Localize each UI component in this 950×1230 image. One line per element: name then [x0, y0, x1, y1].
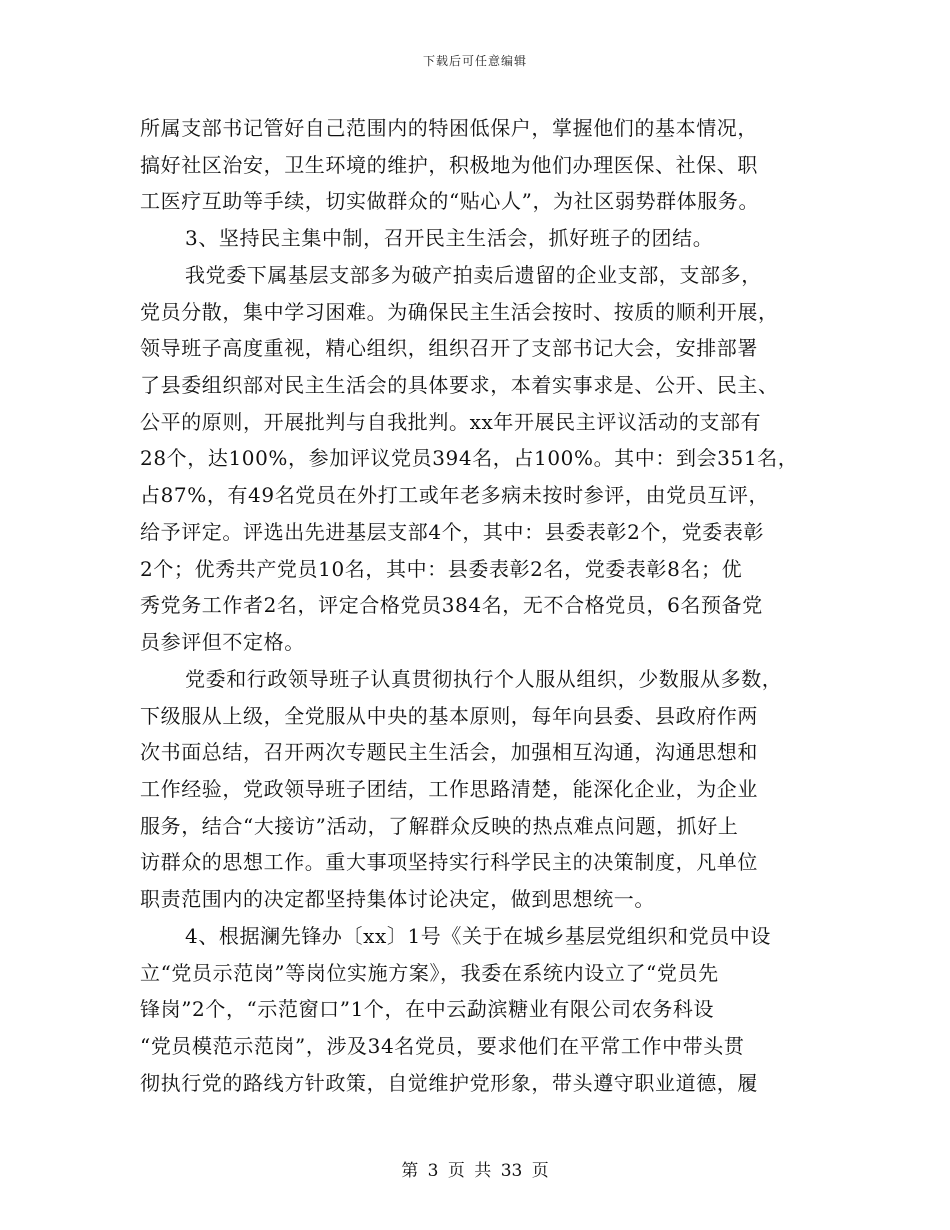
- body-line: 公平的原则，开展批判与自我批判。xx年开展民主评议活动的支部有: [140, 409, 762, 434]
- body-line: 服务，结合“大接访”活动，了解群众反映的热点难点问题，抓好上: [140, 813, 739, 838]
- section-heading-3: 3、坚持民主集中制，召开民主生活会，抓好班子的团结。: [185, 226, 714, 251]
- body-line: 搞好社区治安，卫生环境的维护，积极地为他们办理医保、社保、职: [140, 152, 758, 177]
- body-line: 所属支部书记管好自己范围内的特困低保户，掌握他们的基本情况，: [140, 116, 758, 140]
- body-line: 员参评但不定格。: [140, 630, 305, 655]
- body-line: 访群众的思想工作。重大事项坚持实行科学民主的决策制度，凡单位: [140, 850, 758, 875]
- page-footer: 第 3 页 共 33 页: [401, 1161, 549, 1181]
- body-line: 28个，达100%，参加评议党员394名，占100%。其中：到会351名，: [140, 446, 799, 471]
- body-line: 我党委下属基层支部多为破产拍卖后遗留的企业支部，支部多，: [185, 262, 762, 287]
- body-line: 工作经验，党政领导班子团结，工作思路清楚，能深化企业，为企业: [140, 776, 758, 801]
- body-line: 下级服从上级，全党服从中央的基本原则，每年向县委、县政府作两: [140, 703, 758, 728]
- body-line: 2个；优秀共产党员10名，其中：县委表彰2名，党委表彰8名；优: [140, 556, 743, 581]
- body-line: 锋岗”2个，“示范窗口”1个，在中云勐滨糖业有限公司农务科设: [140, 997, 715, 1022]
- page-header: 下载后可任意编辑: [422, 54, 527, 68]
- body-line: “党员模范示范岗”，涉及34名党员，要求他们在平常工作中带头贯: [140, 1033, 745, 1058]
- body-line: 秀党务工作者2名，评定合格党员384名，无不合格党员，6名预备党: [140, 593, 763, 618]
- body-line: 给予评定。评选出先进基层支部4个，其中：县委表彰2个，党委表彰: [140, 519, 765, 544]
- body-line: 占87%，有49名党员在外打工或年老多病未按时参评，由党员互评，: [140, 483, 770, 508]
- body-line: 了县委组织部对民主生活会的具体要求，本着实事求是、公开、民主、: [140, 373, 779, 398]
- body-line: 职责范围内的决定都坚持集体讨论决定，做到思想统一。: [140, 887, 655, 912]
- body-line: 党员分散，集中学习困难。为确保民主生活会按时、按质的顺利开展，: [140, 299, 779, 324]
- body-line: 党委和行政领导班子认真贯彻执行个人服从组织，少数服从多数，: [185, 666, 783, 691]
- section-heading-4: 4、根据澜先锋办〔xx〕1号《关于在城乡基层党组织和党员中设: [185, 923, 772, 948]
- body-line: 立“党员示范岗”等岗位实施方案》，我委在系统内设立了“党员先: [140, 960, 719, 985]
- body-line: 次书面总结，召开两次专题民主生活会，加强相互沟通，沟通思想和: [140, 740, 758, 765]
- body-line: 领导班子高度重视，精心组织，组织召开了支部书记大会，安排部署: [140, 336, 758, 361]
- document-body: [140, 112, 820, 1103]
- body-line: 彻执行党的路线方针政策，自觉维护党形象，带头遵守职业道德，履: [140, 1070, 758, 1095]
- body-line: 工医疗互助等手续，切实做群众的“贴心人”，为社区弱势群体服务。: [140, 189, 760, 214]
